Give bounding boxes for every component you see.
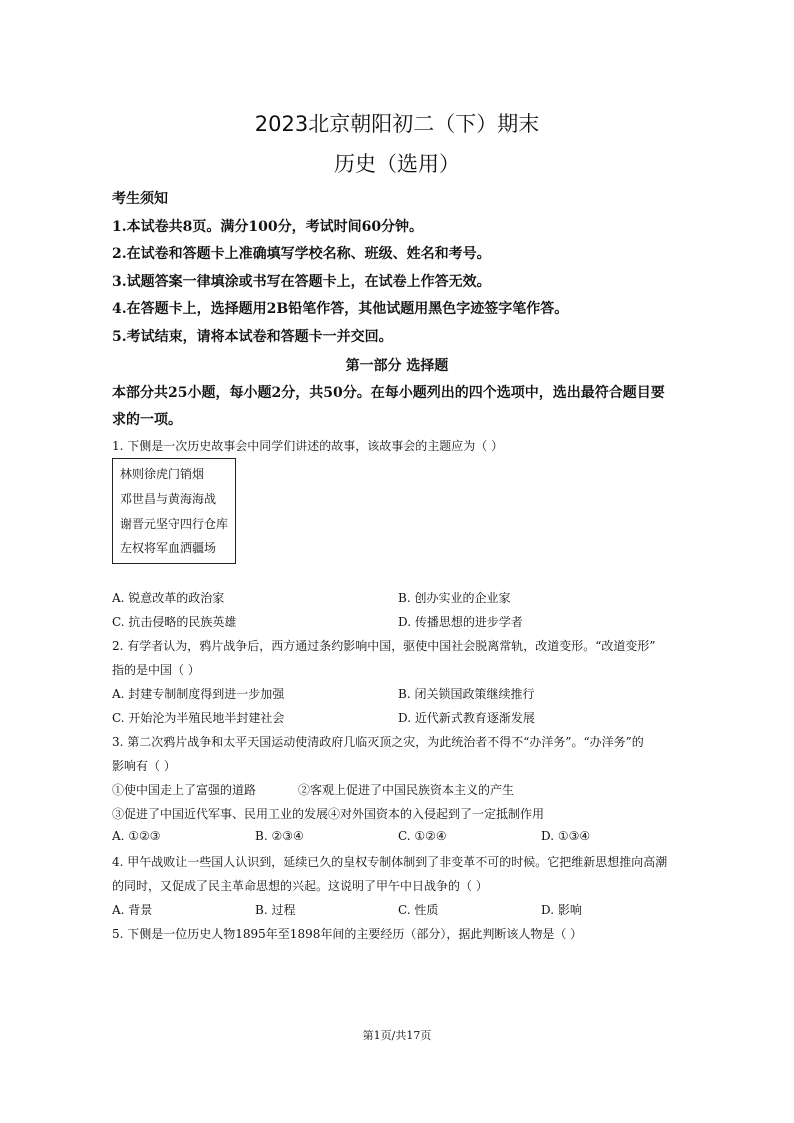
question-4-stem: 的同时，又促成了民主革命思想的兴起。这说明了甲午中日战争的（ ） bbox=[112, 879, 488, 893]
question-3-stem: 3. 第二次鸦片战争和太平天国运动使清政府几临灭顶之灾，为此统治者不得不“办洋务”。“办洋务”的 bbox=[112, 735, 644, 749]
statement: ②客观上促进了中国民族资本主义的产生 bbox=[298, 783, 515, 797]
statement: ①使中国走上了富强的道路 bbox=[112, 783, 257, 797]
story-box bbox=[112, 458, 236, 564]
notice-heading: 考生须知 bbox=[112, 191, 168, 207]
option-a: A. 背景 bbox=[112, 903, 153, 917]
question-2-stem: 指的是中国（ ） bbox=[112, 663, 200, 677]
option-d: D. 影响 bbox=[541, 903, 582, 917]
option-c: C. ①②④ bbox=[398, 829, 447, 843]
option-c: C. 抗击侵略的民族英雄 bbox=[112, 615, 237, 629]
option-b: B. 过程 bbox=[255, 903, 296, 917]
option-a: A. 锐意改革的政治家 bbox=[112, 591, 225, 605]
notice-item: 4.在答题卡上，选择题用2B铅笔作答，其他试题用黑色字迹签字笔作答。 bbox=[112, 301, 569, 317]
notice-item: 3.试题答案一律填涂或书写在答题卡上，在试卷上作答无效。 bbox=[112, 274, 491, 290]
option-a: A. ①②③ bbox=[112, 829, 161, 843]
question-5-stem: 5. 下侧是一位历史人物1895年至1898年间的主要经历（部分），据此判断该人物是（ ） bbox=[112, 927, 583, 941]
section-intro: 本部分共25小题，每小题2分，共50分。在每小题列出的四个选项中，选出最符合题目要 bbox=[112, 385, 665, 401]
notice-item: 5.考试结束，请将本试卷和答题卡一并交回。 bbox=[112, 329, 393, 345]
notice-item: 2.在试卷和答题卡上准确填写学校名称、班级、姓名和考号。 bbox=[112, 246, 491, 262]
option-d: D. 近代新式教育逐渐发展 bbox=[398, 711, 535, 725]
section-title: 第一部分 选择题 bbox=[345, 358, 449, 374]
story-item: 左权将军血洒疆场 bbox=[120, 541, 217, 555]
option-d: D. 传播思想的进步学者 bbox=[398, 615, 523, 629]
option-a: A. 封建专制制度得到进一步加强 bbox=[112, 687, 285, 701]
option-b: B. 创办实业的企业家 bbox=[398, 591, 511, 605]
question-2-stem: 2. 有学者认为，鸦片战争后，西方通过条约影响中国，驱使中国社会脱离常轨，改道变形。“改道变形” bbox=[112, 639, 656, 653]
statement: ③促进了中国近代军事、民用工业的发展④对外国资本的入侵起到了一定抵制作用 bbox=[112, 807, 545, 821]
option-c: C. 开始沦为半殖民地半封建社会 bbox=[112, 711, 285, 725]
exam-title: 2023北京朝阳初二（下）期末 bbox=[254, 112, 540, 136]
option-c: C. 性质 bbox=[398, 903, 439, 917]
story-item: 林则徐虎门销烟 bbox=[120, 467, 205, 481]
question-3-stem: 影响有（ ） bbox=[112, 759, 176, 773]
option-b: B. ②③④ bbox=[255, 829, 304, 843]
exam-subtitle: 历史（选用） bbox=[334, 152, 460, 176]
question-4-stem: 4. 甲午战败让一些国人认识到，延续已久的皇权专制体制到了非变革不可的时候。它把维新思想推向高潮 bbox=[112, 855, 668, 869]
question-1-stem: 1. 下侧是一次历史故事会中同学们讲述的故事，该故事会的主题应为（ ） bbox=[112, 439, 504, 453]
story-item: 谢晋元坚守四行仓库 bbox=[120, 517, 229, 531]
option-d: D. ①③④ bbox=[541, 829, 591, 843]
notice-item: 1.本试卷共8页。满分100分，考试时间60分钟。 bbox=[112, 219, 424, 235]
section-intro: 求的一项。 bbox=[112, 412, 182, 428]
page-number: 第1页/共17页 bbox=[362, 1029, 432, 1042]
option-b: B. 闭关锁国政策继续推行 bbox=[398, 687, 535, 701]
story-item: 邓世昌与黄海海战 bbox=[120, 492, 217, 506]
